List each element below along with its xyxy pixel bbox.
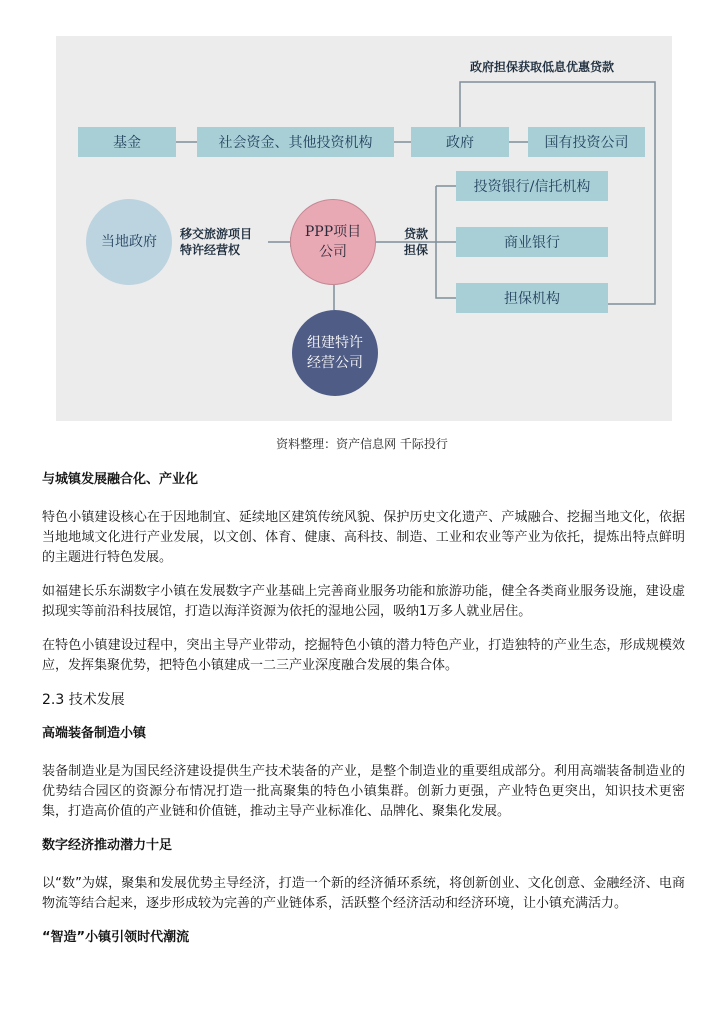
ppp-label-line1: PPP项目 bbox=[304, 224, 362, 240]
top-note: 政府担保获取低息优惠贷款 bbox=[470, 60, 615, 74]
section-title: 2.3 技术发展 bbox=[42, 692, 125, 708]
box-investment-bank: 投资银行/信托机构 bbox=[456, 171, 608, 201]
article-body bbox=[42, 470, 685, 966]
box-commercial-bank: 商业银行 bbox=[456, 227, 608, 257]
figure-caption: 资料整理：资产信息网 千际投行 bbox=[276, 437, 448, 451]
heading-equipment: 高端装备制造小镇 bbox=[42, 726, 147, 741]
paragraph-core: 特色小镇建设核心在于因地制宜、延续地区建筑传统风貌、保护历史文化遗产、产城融合、挖掘当地文化，依据当地地域文化进行产业发展，以文创、体育、健康、高科技、制造、工业和农业等产业为依托，提炼出特点鲜明的主题进行特色发展。 bbox=[42, 510, 685, 565]
circle-ppp-company bbox=[290, 199, 376, 285]
loan-label bbox=[404, 226, 428, 258]
paragraph-industry: 在特色小镇建设过程中，突出主导产业带动，挖掘特色小镇的潜力特色产业，打造独特的产业生态，形成规模效应，发挥集聚优势，把特色小镇建成一二三产业深度融合发展的集合体。 bbox=[42, 638, 685, 673]
circle-local-government bbox=[86, 199, 172, 285]
loan-label-line1: 贷款 bbox=[404, 227, 429, 241]
box-fund: 基金 bbox=[78, 127, 176, 157]
circle-operating-company bbox=[292, 310, 378, 396]
loan-label-line2: 担保 bbox=[404, 243, 429, 257]
heading-smart: “智造”小镇引领时代潮流 bbox=[42, 930, 190, 945]
ppp-label-line2: 公司 bbox=[318, 244, 347, 260]
box-guarantee: 担保机构 bbox=[456, 283, 608, 313]
paragraph-example: 如福建长乐东湖数字小镇在发展数字产业基础上完善商业服务功能和旅游功能，健全各类商业服务设施，建设虚拟现实等前沿科技展馆，打造以海洋资源为依托的湿地公园，吸纳1万多人就业居住。 bbox=[42, 584, 685, 619]
heading-digital: 数字经济推动潜力十足 bbox=[42, 838, 173, 853]
local-gov-label: 当地政府 bbox=[101, 234, 157, 250]
operating-label-line2: 经营公司 bbox=[307, 355, 363, 371]
financing-diagram bbox=[56, 36, 672, 421]
heading-integration: 与城镇发展融合化、产业化 bbox=[42, 472, 199, 487]
box-state-investment: 国有投资公司 bbox=[528, 127, 645, 157]
transfer-label-line1: 移交旅游项目 bbox=[180, 227, 253, 241]
box-social-capital: 社会资金、其他投资机构 bbox=[197, 127, 394, 157]
operating-label-line1: 组建特许 bbox=[307, 335, 363, 351]
transfer-label-line2: 特许经营权 bbox=[180, 243, 241, 257]
paragraph-equipment: 装备制造业是为国民经济建设提供生产技术装备的产业，是整个制造业的重要组成部分。利用高端装备制造业的优势结合园区的资源分布情况打造一批高聚集的特色小镇集群。创新力更强，产业特色更突出，知识技术更密集，打造高价值的产业链和价值链，推动主导产业标准化、品牌化、聚集化发展。 bbox=[42, 764, 685, 819]
box-government: 政府 bbox=[411, 127, 509, 157]
transfer-label bbox=[180, 226, 252, 258]
paragraph-digital: 以“数”为媒，聚集和发展优势主导经济，打造一个新的经济循环系统，将创新创业、文化创意、金融经济、电商物流等结合起来，逐步形成较为完善的产业链体系，活跃整个经济活动和经济环境，让小镇充满活力。 bbox=[42, 876, 685, 911]
